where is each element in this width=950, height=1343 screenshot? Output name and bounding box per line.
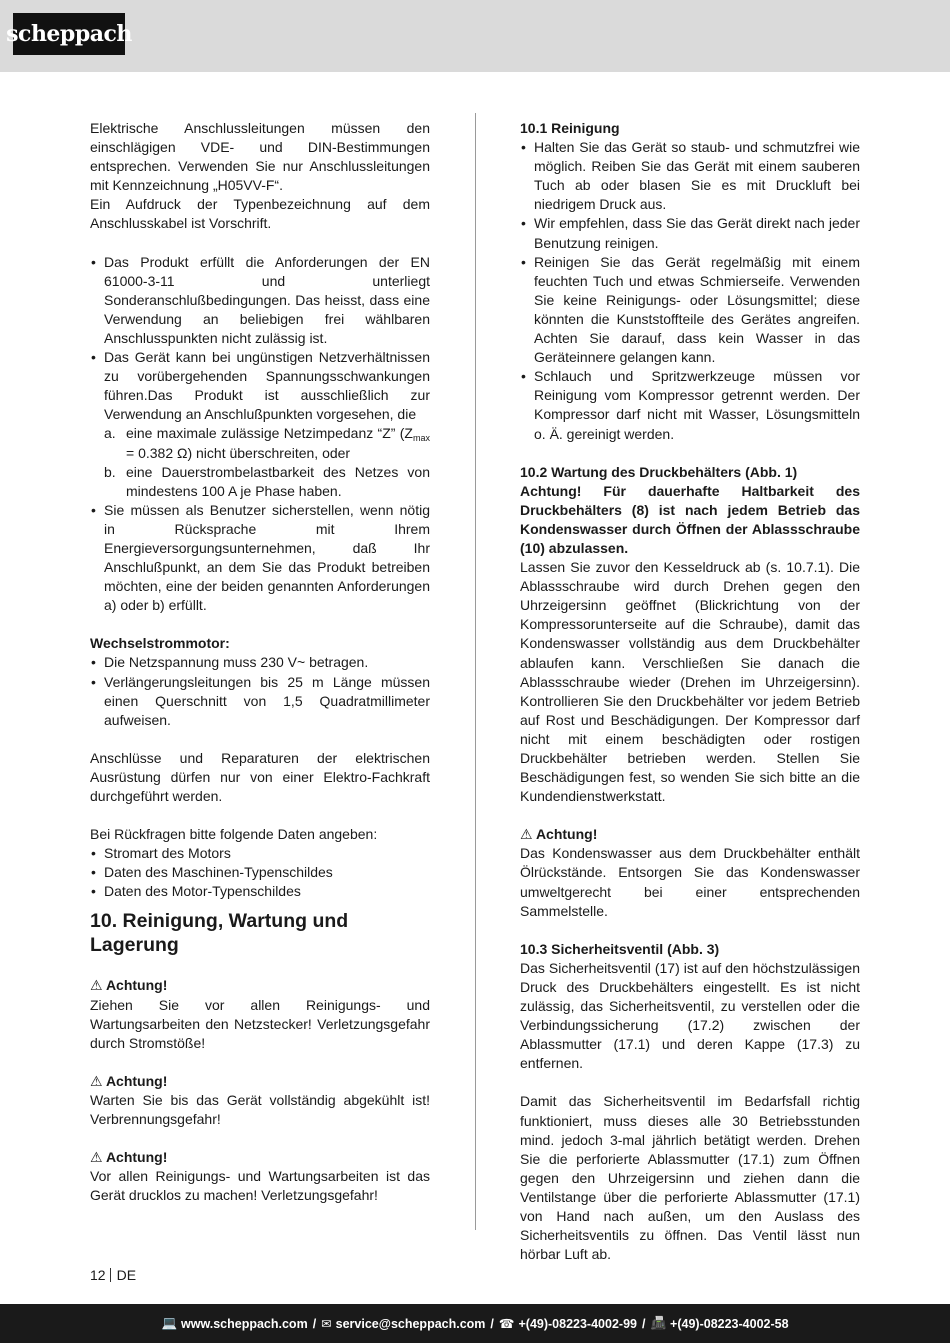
contact-footer xyxy=(0,1304,950,1343)
repairs-paragraph: Anschlüsse und Reparaturen der elektrischen Ausrüstung dürfen nur von einer Elektro-Fachkraft durchgeführt werden. xyxy=(90,749,430,804)
page-number-value: 12 xyxy=(90,1267,106,1283)
sub-item-text-2: = 0.382 Ω) nicht überschreiten, oder xyxy=(126,444,351,461)
heading-10-1: 10.1 Reinigung xyxy=(520,120,620,136)
footer-separator: / xyxy=(490,1316,494,1331)
warning-icon: ⚠ xyxy=(520,826,533,843)
list-item: • Schlauch und Spritzwerkzeuge müssen vor Reinigung vom Kompressor getrennt werden. Der Kompressor darf nicht mit Wasser, Lösungsmitteln o. Ä. gereinigt werden. xyxy=(520,367,860,443)
requirements-list xyxy=(90,253,430,425)
motor-heading: Wechselstrommotor: xyxy=(90,635,230,652)
heading-10-2: 10.2 Wartung des Druckbehälters (Abb. 1) xyxy=(520,463,798,480)
sub-item-a xyxy=(90,424,430,462)
warning-label: Achtung! xyxy=(535,826,598,843)
list-item: • Sie müssen als Benutzer sicherstellen, wenn nötig in Rücksprache mit Ihrem Energieversorgungsunternehmen, daß Ihr Anschlußpunkt, an dem Sie das Produkt betreiben möchten, eine der beiden genannten Anforderungen a) oder b) erfüllt. xyxy=(90,501,430,616)
queries-intro: Bei Rückfragen bitte folgende Daten angeben: xyxy=(90,826,378,843)
warning-text: Vor allen Reinigungs- und Wartungsarbeiten ist das Gerät drucklos zu machen! Verletzungsgefahr! xyxy=(90,1168,430,1204)
column-divider xyxy=(475,113,476,1230)
warning-heading xyxy=(90,976,430,995)
warning-text: Das Kondenswasser aus dem Druckbehälter enthält Ölrückstände. Entsorgen Sie das Kondenswasser umweltgerecht bei einer entsprechenden Sammelstelle. xyxy=(520,845,860,919)
warning-heading xyxy=(90,1072,430,1091)
mail-icon: ✉ xyxy=(321,1317,332,1331)
warning-icon: ⚠ xyxy=(90,977,103,994)
page-number xyxy=(90,1266,136,1285)
warning-heading xyxy=(520,825,860,844)
phone-icon: ☎ xyxy=(498,1317,515,1331)
subscript-max: max xyxy=(412,433,430,444)
left-column xyxy=(90,119,430,1205)
warning-icon: ⚠ xyxy=(90,1149,103,1166)
sub-item-text: eine Dauerstrombelastbarkeit des Netzes von mindestens 100 A je Phase haben. xyxy=(126,463,430,499)
list-item: • Daten des Motor-Typenschildes xyxy=(90,882,430,901)
warning-text: Ziehen Sie vor allen Reinigungs- und Wartungsarbeiten den Netzstecker! Verletzungsgefahr durch Stromstöße! xyxy=(90,996,430,1051)
page-language: DE xyxy=(116,1267,137,1283)
header-band xyxy=(0,0,950,72)
list-item: • Wir empfehlen, dass Sie das Gerät direkt nach jeder Benutzung reinigen. xyxy=(520,214,860,252)
list-item: • Daten des Maschinen-Typenschildes xyxy=(90,863,430,882)
list-item: • Verlängerungsleitungen bis 25 m Länge müssen einen Querschnitt von 1,5 Quadratmillimeter aufweisen. xyxy=(90,673,430,730)
warning-text: Warten Sie bis das Gerät vollständig abgekühlt ist! Verbrennungsgefahr! xyxy=(90,1091,430,1128)
list-item: • Halten Sie das Gerät so staub- und schmutzfrei wie möglich. Reiben Sie das Gerät mit einem sauberen Tuch ab oder blasen Sie es mit Druckluft bei niedrigem Druck aus. xyxy=(520,138,860,214)
queries-list xyxy=(90,844,430,901)
valve-paragraph-2: Damit das Sicherheitsventil im Bedarfsfall richtig funktioniert, muss dieses alle 30 Betriebsstunden mind. jedoch 3-mal jährlich betätigt werden. Drehen Sie die perforierte Ablassmutter (17.1) zum Öffnen gegen den Uhrzeigersinn und ziehen dann die Ventilstange über die perforierte Ablassmutter (17.1) von Hand nach außen, um den Auslass des Sicherheitsventils zu öffnen. Das Ventil lässt nun hörbar Luft ab. xyxy=(520,1093,860,1263)
website-link[interactable]: www.scheppach.com xyxy=(181,1316,308,1331)
email-link[interactable]: service@scheppach.com xyxy=(335,1316,486,1331)
list-item: • Das Gerät kann bei ungünstigen Netzverhältnissen zu vorübergehenden Spannungsschwankungen führen.Das Produkt ist ausschließlich zur Verwendung an Anschlußpunkten vorgesehen, die xyxy=(90,348,430,424)
fax-number: +(49)-08223-4002-58 xyxy=(670,1316,789,1331)
right-column xyxy=(520,119,860,1264)
sub-item-text: eine maximale zulässige Netzimpedanz “Z” (Z xyxy=(126,425,413,442)
requirements-list-2 xyxy=(90,501,430,616)
footer-separator: / xyxy=(312,1316,317,1331)
list-item: • Stromart des Motors xyxy=(90,844,430,863)
cleaning-list xyxy=(520,138,860,444)
motor-list xyxy=(90,653,430,729)
tank-warning-bold: Achtung! Für dauerhafte Haltbarkeit des Druckbehälters (8) ist nach jedem Betrieb das Kondenswasser durch Öffnen der Ablassschraube (10) abzulassen. xyxy=(520,482,860,556)
scheppach-logo: scheppach xyxy=(13,13,125,55)
phone-number[interactable]: +(49)-08223-4002-99 xyxy=(518,1316,637,1331)
list-item: • Das Produkt erfüllt die Anforderungen der EN 61000-3-11 und unterliegt Sonderanschlußbedingungen. Das heisst, dass eine Verwendung an beliebigen frei wählbaren Anschlusspunkten nicht zulässig ist. xyxy=(90,253,430,348)
warning-label: Achtung! xyxy=(105,1149,168,1166)
section-heading: 10. Reinigung, Wartung und Lagerung xyxy=(90,910,349,957)
fax-icon: 📠 xyxy=(650,1316,667,1330)
warning-label: Achtung! xyxy=(105,1072,168,1089)
sub-item-mark: b. xyxy=(104,463,116,480)
sub-item-mark: a. xyxy=(104,425,116,442)
heading-10-3: 10.3 Sicherheitsventil (Abb. 3) xyxy=(520,940,720,957)
warning-icon: ⚠ xyxy=(90,1072,103,1089)
tank-paragraph: Lassen Sie zuvor den Kesseldruck ab (s. 10.7.1). Die Ablassschraube wird durch Drehen gegen den Uhrzeigersinn geöffnet (Blickrichtung von der Kompressorunterseite auf die Schraube), damit das Kondenswasser vollständig aus dem Druckbehälter ablaufen kann. Verschließen Sie danach die Ablassschraube wieder (Drehen im Uhrzeigersinn). Kontrollieren Sie den Druckbehälter vor jedem Betrieb auf Rost und Beschädigungen. Der Kompressor darf nicht mit einem beschädigten oder rostigen Druckbehälter betrieben werden. Stellen Sie Beschädigungen fest, so wenden Sie sich bitte an die Kundendienstwerkstatt. xyxy=(520,559,860,805)
sub-item-b xyxy=(90,463,430,501)
footer-separator: / xyxy=(641,1316,646,1331)
intro-paragraph: Elektrische Anschlussleitungen müssen den einschlägigen VDE- und DIN-Bestimmungen entsprechen. Verwenden Sie nur Anschlussleitungen mit Kennzeichnung „H05VV-F“. xyxy=(90,120,430,194)
warning-label: Achtung! xyxy=(105,977,168,994)
page-separator xyxy=(110,1268,111,1282)
list-item: • Die Netzspannung muss 230 V~ betragen. xyxy=(90,653,430,672)
warning-heading xyxy=(90,1148,430,1167)
intro-paragraph-2: Ein Aufdruck der Typenbezeichnung auf dem Anschlusskabel ist Vorschrift. xyxy=(90,196,430,232)
computer-icon: 💻 xyxy=(161,1316,178,1330)
valve-paragraph-1: Das Sicherheitsventil (17) ist auf den höchstzulässigen Druck des Druckbehälters eingestellt. Es ist nicht zulässig, das Sicherheitsventil, zu verstellen oder die Verbindungssicherung (17.2) zwischen der Ablassmutter (17.1) und deren Kappe (17.3) zu entfernen. xyxy=(520,959,860,1072)
list-item: • Reinigen Sie das Gerät regelmäßig mit einem feuchten Tuch und etwas Schmierseife. Verwenden Sie keine Reinigungs- oder Lösungsmittel; diese könnten die Kunststoffteile des Gerätes angreifen. Achten Sie darauf, dass kein Wasser in das Geräteinnere gelangen kann. xyxy=(520,253,860,368)
